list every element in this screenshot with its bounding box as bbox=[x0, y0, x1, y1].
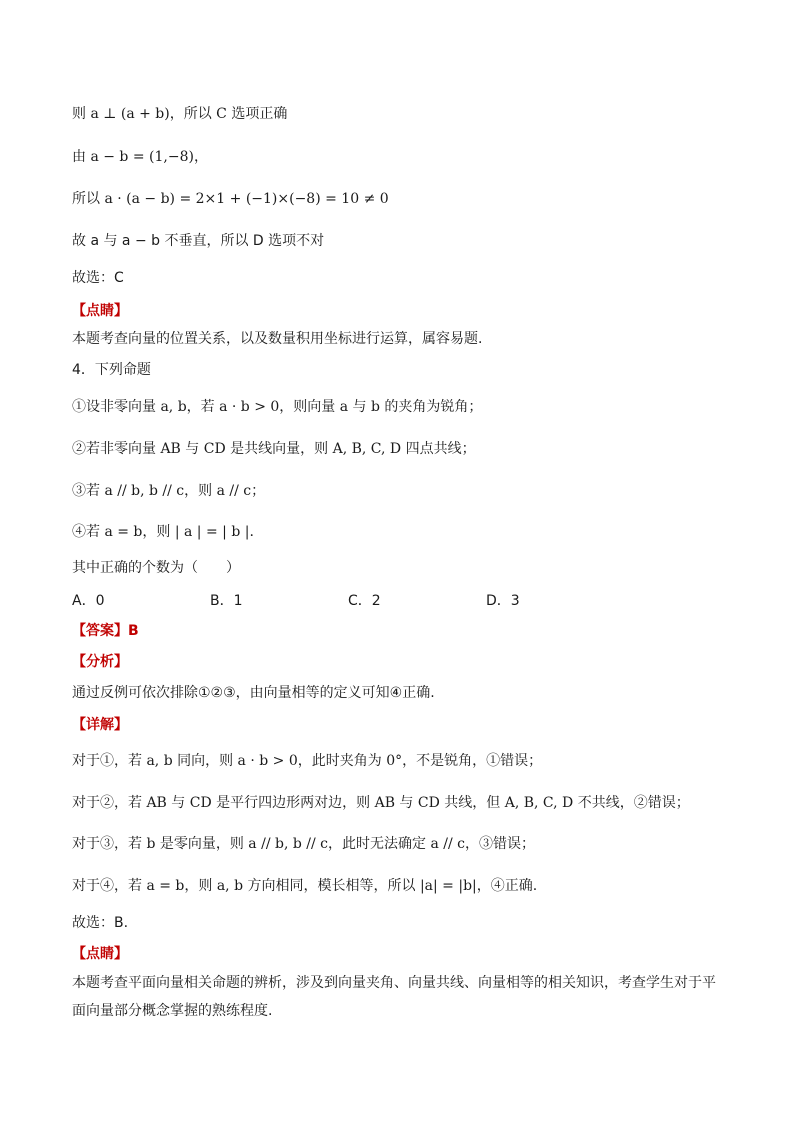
tag-comment-1: 【点睛】 bbox=[72, 303, 128, 319]
answer-choice-b: 故选：B. bbox=[72, 915, 129, 931]
comment-text-2: 本题考查平面向量相关命题的辨析，涉及到向量夹角、向量共线、向量相等的相关知识，考查学生对于平面向量部分概念掌握的熟练程度. bbox=[72, 975, 716, 1019]
tag-detail: 【详解】 bbox=[72, 717, 128, 733]
analysis-text: 通过反例可依次排除①②③，由向量相等的定义可知④正确. bbox=[72, 685, 435, 701]
option-c: C．2 bbox=[348, 593, 381, 609]
tag-comment-2: 【点睛】 bbox=[72, 946, 128, 962]
answer-choice-c: 故选：C bbox=[72, 270, 124, 286]
question-ask: 其中正确的个数为（ ） bbox=[72, 560, 240, 576]
tag-analysis: 【分析】 bbox=[72, 654, 128, 670]
option-b: B．1 bbox=[210, 593, 243, 609]
solution-line-difference: 由 a − b = (1,−8)， bbox=[72, 149, 208, 165]
option-a: A．0 bbox=[72, 593, 105, 609]
proposition-2: ②若非零向量 AB 与 CD 是共线向量，则 A, B, C, D 四点共线； bbox=[72, 441, 476, 457]
detail-line-3: 对于③，若 b 是零向量，则 a // b, b // c，此时无法确定 a // c，③错误； bbox=[72, 836, 535, 852]
comment-text-1: 本题考查向量的位置关系，以及数量积用坐标进行运算，属容易题. bbox=[72, 331, 483, 347]
detail-line-1: 对于①，若 a, b 同向，则 a · b > 0，此时夹角为 0°，不是锐角，①错误； bbox=[72, 753, 543, 769]
proposition-1: ①设非零向量 a, b，若 a · b > 0，则向量 a 与 b 的夹角为锐角； bbox=[72, 399, 483, 415]
detail-line-4: 对于④，若 a = b，则 a, b 方向相同，模长相等，所以 |a| = |b|，④正确. bbox=[72, 878, 538, 894]
proposition-3: ③若 a // b, b // c，则 a // c； bbox=[72, 483, 266, 499]
tag-answer: 【答案】B bbox=[72, 623, 139, 639]
proposition-4: ④若 a = b，则 | a | = | b |. bbox=[72, 524, 254, 540]
solution-line-not-perpendicular: 故 a 与 a − b 不垂直，所以 D 选项不对 bbox=[72, 233, 325, 249]
solution-line-perpendicular: 则 a ⊥ (a + b)，所以 C 选项正确 bbox=[72, 106, 288, 122]
detail-line-2: 对于②，若 AB 与 CD 是平行四边形两对边，则 AB 与 CD 共线，但 A, B, C, D 不共线，②错误； bbox=[72, 795, 690, 811]
solution-line-dot-product: 所以 a · (a − b) = 2×1 + (−1)×(−8) = 10 ≠ 0 bbox=[72, 191, 389, 207]
question-title: 4．下列命题 bbox=[72, 362, 151, 378]
option-d: D．3 bbox=[486, 593, 520, 609]
